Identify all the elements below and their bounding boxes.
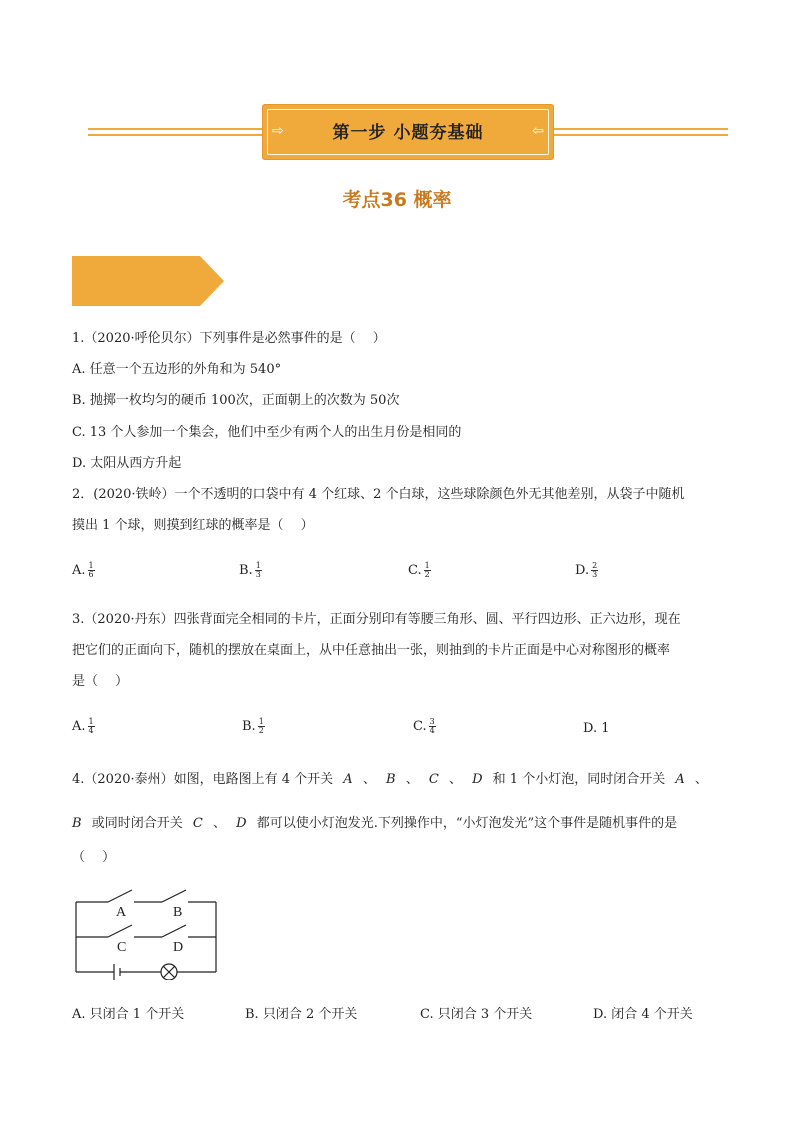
switch-a xyxy=(108,890,132,902)
denominator: 6 xyxy=(88,570,94,579)
denominator: 2 xyxy=(424,570,430,579)
q3-stem-line2: 把它们的正面向下，随机的摆放在桌面上，从中任意抽出一张，则抽到的卡片正面是中心对称图形的概率 xyxy=(72,643,671,658)
fraction xyxy=(88,718,95,735)
q2-option-c xyxy=(408,562,431,579)
option-label: D. xyxy=(575,563,590,578)
q3-option-d: D. 1 xyxy=(583,721,610,736)
switch-a-label: A xyxy=(343,772,353,787)
q1-option-c: C. 13 个人参加一个集会，他们中至少有两个人的出生月份是相同的 xyxy=(72,425,462,440)
circuit-diagram xyxy=(70,880,222,980)
switch-d-label: D xyxy=(236,816,247,831)
q4-option-c: C. 只闭合 3 个开关 xyxy=(420,1007,533,1022)
q4-text: 4.（2020·泰州）如图，电路图上有 4 个开关 xyxy=(72,772,334,787)
denominator: 2 xyxy=(258,726,264,735)
arrow-left-icon: ⇦ xyxy=(532,123,544,139)
switch-d xyxy=(162,925,186,937)
option-label: B. xyxy=(242,719,256,734)
numerator: 1 xyxy=(255,561,261,570)
numerator: 1 xyxy=(424,561,430,570)
circuit-label-b: B xyxy=(173,905,183,920)
switch-b xyxy=(162,890,186,902)
separator: 、 xyxy=(448,772,462,787)
circuit-label-a: A xyxy=(116,905,127,920)
numerator: 1 xyxy=(88,561,94,570)
q4-stem-line3: （ ） xyxy=(72,850,116,865)
fraction xyxy=(258,718,265,735)
fraction xyxy=(424,562,431,579)
switch-b-label: B xyxy=(72,816,82,831)
separator: 、 xyxy=(694,772,708,787)
q4-option-d: D. 闭合 4 个开关 xyxy=(593,1007,693,1022)
q3-option-a xyxy=(72,718,95,735)
numerator: 1 xyxy=(88,717,94,726)
q2-option-b xyxy=(239,562,262,579)
switch-b-label: B xyxy=(385,772,396,787)
switch-c xyxy=(108,925,132,937)
banner-title: 第一步 小题夯基础 xyxy=(332,123,484,143)
switch-c-label: C xyxy=(428,772,439,787)
switch-d-label: D xyxy=(472,772,483,787)
q3-option-c xyxy=(413,718,436,735)
fraction xyxy=(255,562,262,579)
q1-option-a: A. 任意一个五边形的外角和为 540° xyxy=(72,362,282,377)
denominator: 4 xyxy=(88,726,94,735)
banner-line-left-top xyxy=(88,128,262,130)
fraction xyxy=(88,562,95,579)
q3-stem-line1: 3.（2020·丹东）四张背面完全相同的卡片，正面分别印有等腰三角形、圆、平行四边形、正六边形，现在 xyxy=(72,612,681,627)
fraction xyxy=(429,718,436,735)
q4-stem-line1 xyxy=(72,772,708,788)
q4-option-a: A. 只闭合 1 个开关 xyxy=(72,1007,185,1022)
banner-line-left-bottom xyxy=(88,134,262,136)
switch-a-label: A xyxy=(675,772,685,787)
banner-line-right-bottom xyxy=(554,134,728,136)
numerator: 3 xyxy=(429,717,435,726)
separator: 、 xyxy=(405,772,419,787)
q1-option-b: B. 抛掷一枚均匀的硬币 100次，正面朝上的次数为 50次 xyxy=(72,393,400,408)
section-banner xyxy=(262,104,554,160)
denominator: 3 xyxy=(255,570,261,579)
q4-text: 和 1 个小灯泡，同时闭合开关 xyxy=(492,772,666,787)
banner-line-right-top xyxy=(554,128,728,130)
q1-option-d: D. 太阳从西方升起 xyxy=(72,456,182,471)
q2-option-d xyxy=(575,562,598,579)
circuit-label-d: D xyxy=(173,940,184,955)
option-label: A. xyxy=(72,563,86,578)
arrow-right-icon: ⇨ xyxy=(272,123,284,139)
separator: 、 xyxy=(212,816,226,831)
denominator: 3 xyxy=(592,570,598,579)
q3-option-b xyxy=(242,718,265,735)
option-label: A. xyxy=(72,719,86,734)
page-subtitle: 考点36 概率 xyxy=(342,189,452,211)
option-label: C. xyxy=(408,563,422,578)
switch-c-label: C xyxy=(192,816,203,831)
numerator: 1 xyxy=(258,717,264,726)
q2-stem-line2: 摸出 1 个球，则摸到红球的概率是（ ） xyxy=(72,518,314,533)
q4-stem-line2 xyxy=(72,816,677,832)
section-tag-arrow-tip xyxy=(200,256,224,306)
q2-stem-line1: 2．(2020·铁岭）一个不透明的口袋中有 4 个红球、2 个白球，这些球除颜色外无其他差别，从袋子中随机 xyxy=(72,487,685,502)
numerator: 2 xyxy=(592,561,598,570)
q1-stem: 1.（2020·呼伦贝尔）下列事件是必然事件的是（ ） xyxy=(72,331,386,346)
q4-text: 或同时闭合开关 xyxy=(91,816,183,831)
option-label: B. xyxy=(239,563,253,578)
circuit-label-c: C xyxy=(117,940,127,955)
fraction xyxy=(591,562,598,579)
q3-stem-line3: 是（ ） xyxy=(72,674,129,689)
q2-option-a xyxy=(72,562,95,579)
denominator: 4 xyxy=(429,726,435,735)
q4-option-b: B. 只闭合 2 个开关 xyxy=(245,1007,358,1022)
option-label: C. xyxy=(413,719,427,734)
separator: 、 xyxy=(362,772,376,787)
q4-text: 都可以使小灯泡发光.下列操作中，“小灯泡发光”这个事件是随机事件的是 xyxy=(256,816,678,831)
